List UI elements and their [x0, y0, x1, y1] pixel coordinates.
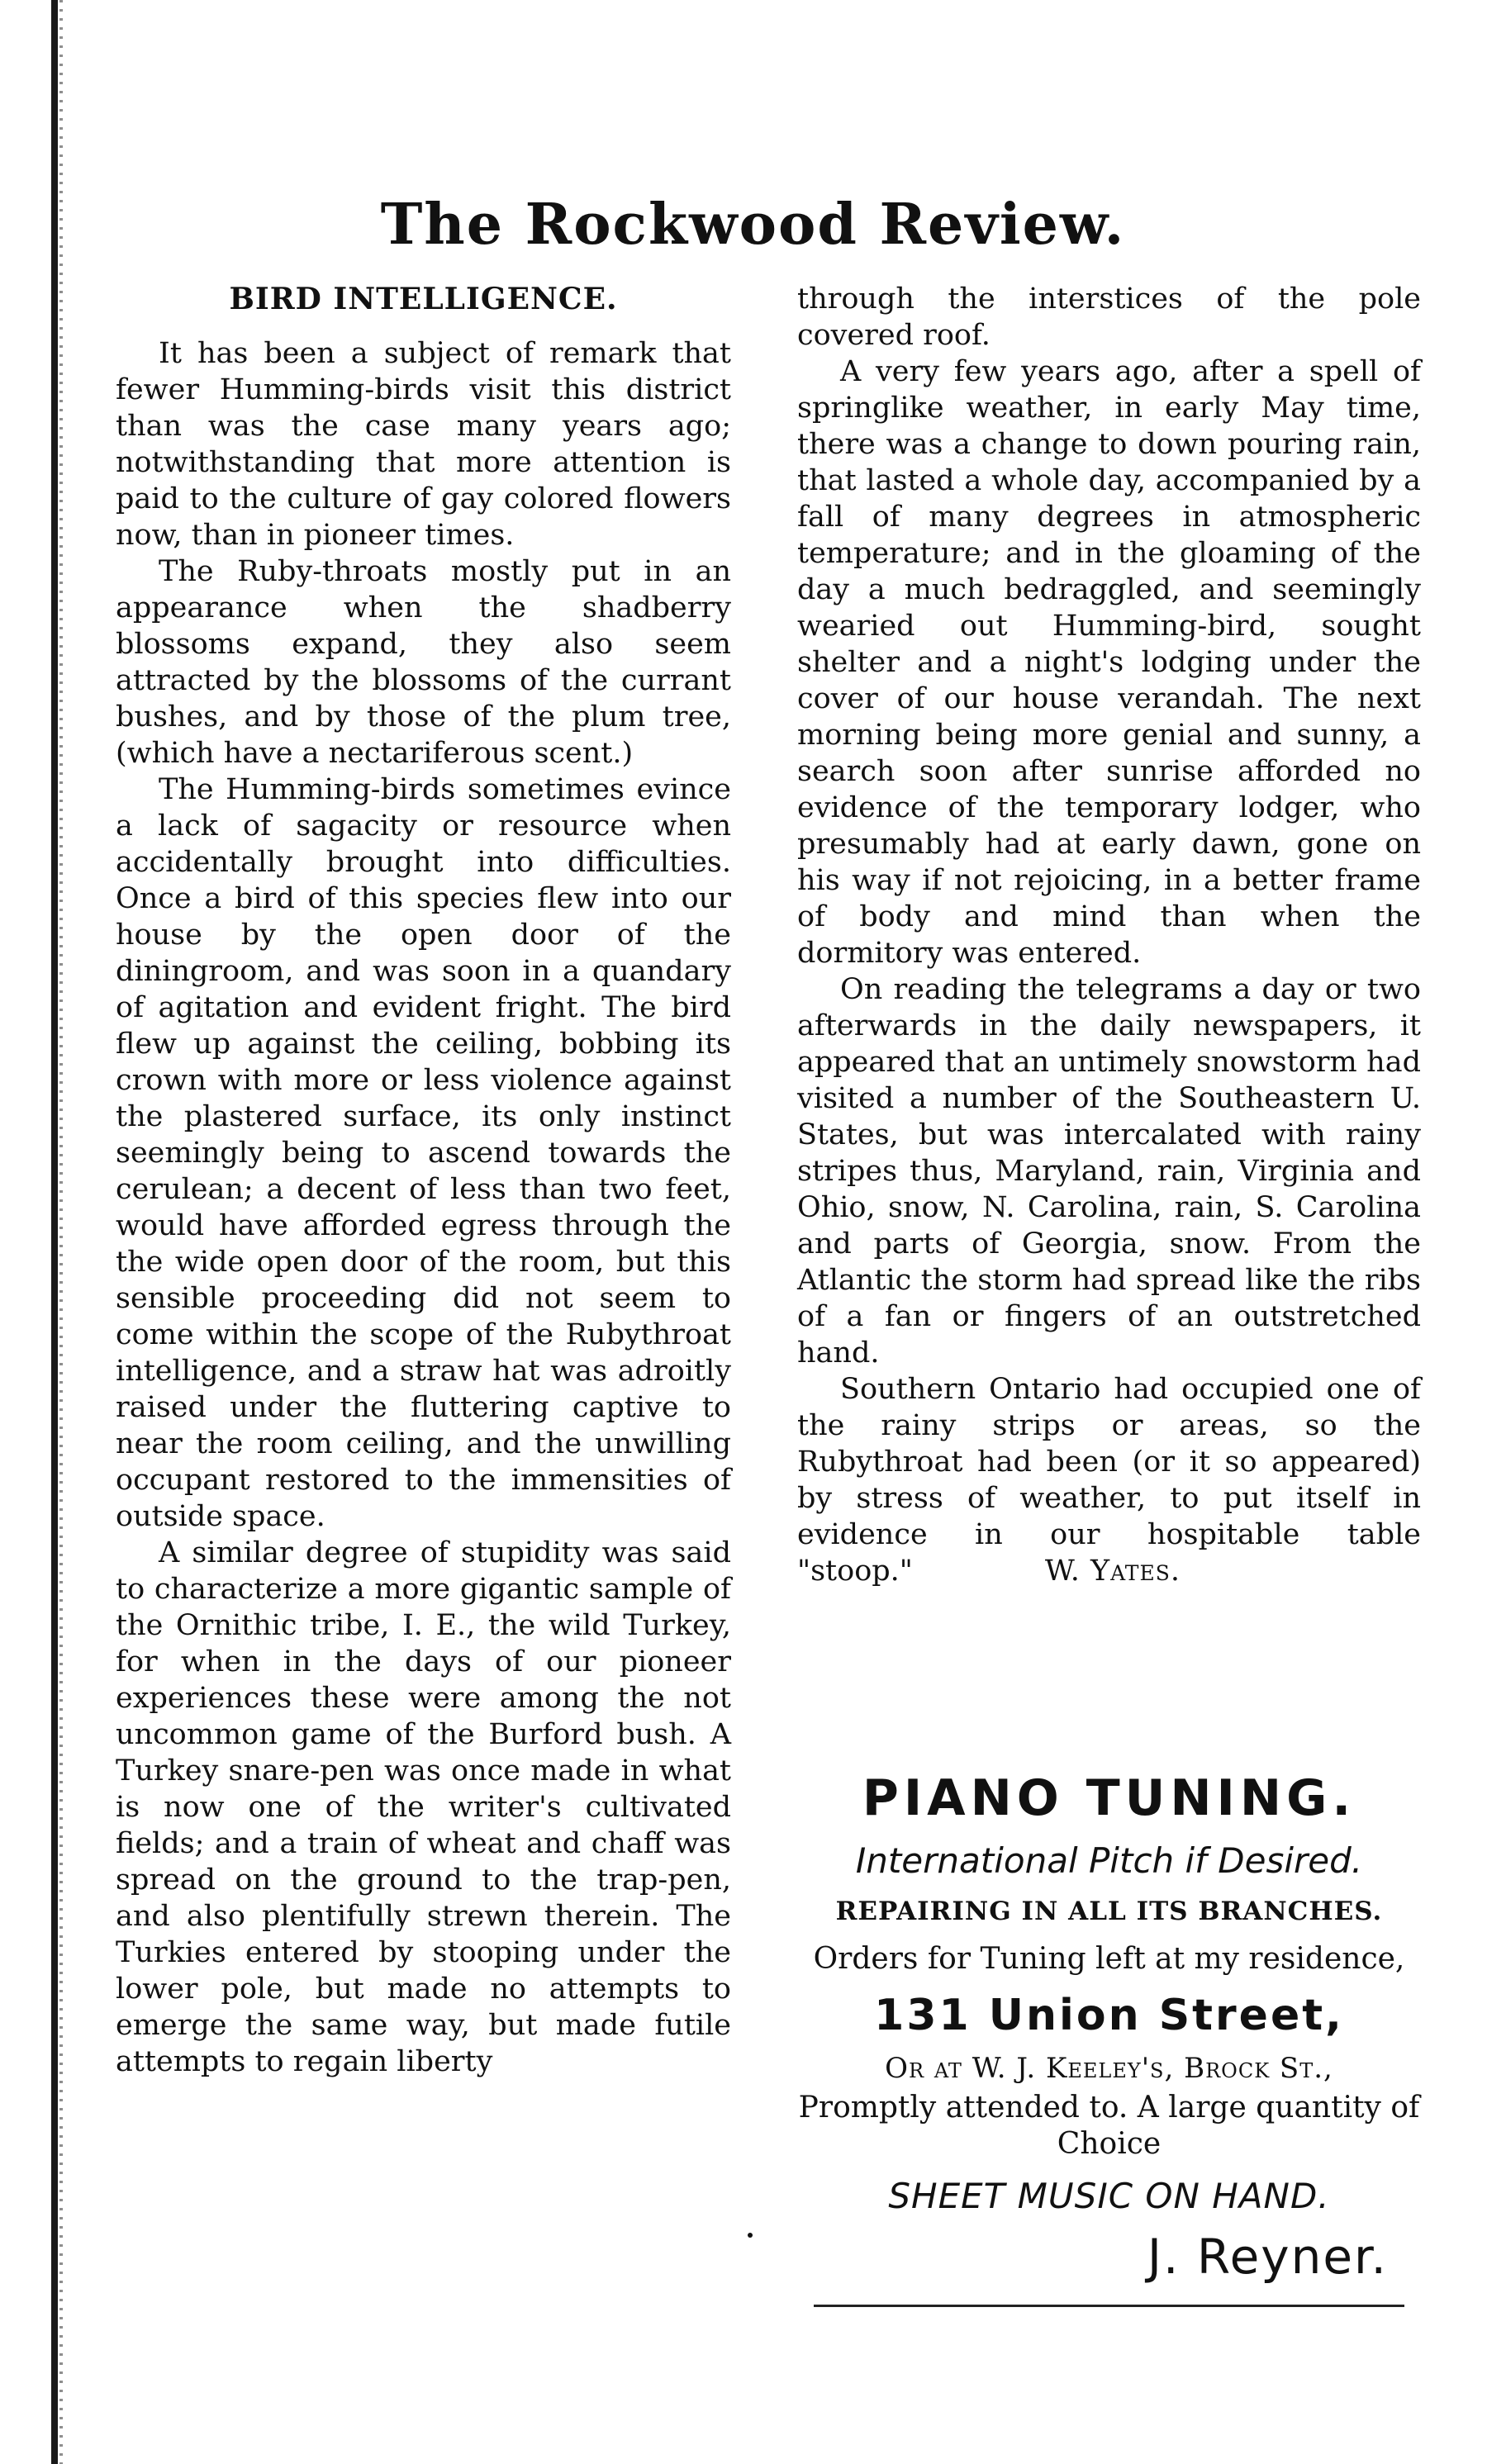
ad-orders-line: Orders for Tuning left at my residence, [813, 1942, 1405, 1976]
article-continuation: through the interstices of the pole covered roof. [797, 282, 1421, 352]
left-page-edge-speckle [59, 0, 63, 2464]
ad-sheet-music-line: SHEET MUSIC ON HAND. [888, 2176, 1330, 2216]
article-paragraph: The Ruby-throats mostly put in an appearance when the shadberry blossoms expand, they also seem attracted by the blossoms of the currant bushes, and by those of the plum tree, (which have a nectariferous scent.) [116, 555, 731, 770]
ad-promptly-line: Promptly attended to. A large quantity of Choice [798, 2091, 1420, 2161]
ad-bottom-rule [814, 2305, 1404, 2307]
left-page-edge-rule [51, 0, 58, 2464]
ad-pitch-line: International Pitch if Desired. [855, 1840, 1363, 1881]
ad-proprietor-name: J. Reyner. [1147, 2229, 1388, 2285]
ad-address: 131 Union Street, [874, 1991, 1344, 2040]
article-paragraph: A very few years ago, after a spell of springlike weather, in early May time, there was a change to down pouring rain, that lasted a whole day, accompanied by a fall of many degrees in atmospheric temperature; and in the gloaming of the day a much bedraggled, and seemingly wearied out Humming-bird, sought shelter and a night's lodging under the cover of our house verandah. The next morning being more genial and sunny, a search soon after sunrise afforded no evidence of the temporary lodger, who presumably had at early dawn, gone on his way if not rejoicing, in a better frame of body and mind than when the dormitory was entered. [797, 355, 1421, 970]
ad-title: PIANO TUNING. [862, 1769, 1356, 1827]
article-paragraph-final [797, 1371, 1421, 1589]
article-signature: W. Yates. [1044, 1555, 1181, 1588]
article-right-column [797, 281, 1421, 1589]
article-paragraph: It has been a subject of remark that fewer Humming-birds visit this district than was the case many years ago; notwithstanding that more attention is paid to the culture of gay colored flowers now, than in pioneer times. [116, 337, 731, 552]
article-left-column [116, 281, 731, 2080]
stray-ink-dot [748, 2233, 753, 2238]
ad-repairing-line: REPAIRING IN ALL ITS BRANCHES. [835, 1897, 1383, 1926]
article-heading: BIRD INTELLIGENCE. [229, 282, 618, 316]
piano-tuning-advertisement [797, 1766, 1421, 2307]
article-paragraph: A similar degree of stupidity was said to characterize a more gigantic sample of the Ornithic tribe, I. E., the wild Turkey, for when in the days of our pioneer experiences these were among the not uncommon game of the Burford bush. A Turkey snare-pen was once made in what is now one of the writer's cultivated fields; and a train of wheat and chaff was spread on the ground to the trap-pen, and also plentifully strewn therein. The Turkies entered by stooping under the lower pole, but made no attempts to emerge the same way, but made futile attempts to regain liberty [116, 1536, 731, 2078]
article-paragraph: On reading the telegrams a day or two afterwards in the daily newspapers, it appeared that an untimely snowstorm had visited a number of the Southeastern U. States, but was intercalated with rainy stripes thus, Maryland, rain, Virginia and Ohio, snow, N. Carolina, rain, S. Carolina and parts of Georgia, snow. From the Atlantic the storm had spread like the ribs of a fan or fingers of an outstretched hand. [797, 973, 1421, 1370]
article-final-text: Southern Ontario had occupied one of the rainy strips or areas, so the Rubythroat had been (or it so appeared) by stress of weather, to put itself in evidence in our hospitable table "stoop." [797, 1373, 1421, 1588]
ad-alternate-address: Or at W. J. Keeley's, Brock St., [885, 2052, 1333, 2085]
article-paragraph: The Humming-birds sometimes evince a lack of sagacity or resource when accidentally brought into difficulties. Once a bird of this species flew into our house by the open door of the diningroom, and was soon in a quandary of agitation and evident fright. The bird flew up against the ceiling, bobbing its crown with more or less violence against the plastered surface, its only instinct seemingly being to ascend towards the cerulean; a decent of less than two feet, would have afforded egress through the the wide open door of the room, but this sensible proceeding did not seem to come within the scope of the Rubythroat intelligence, and a straw hat was adroitly raised under the fluttering captive to near the room ceiling, and the unwilling occupant restored to the immensities of outside space. [116, 773, 731, 1533]
masthead-title: The Rockwood Review. [380, 192, 1126, 258]
